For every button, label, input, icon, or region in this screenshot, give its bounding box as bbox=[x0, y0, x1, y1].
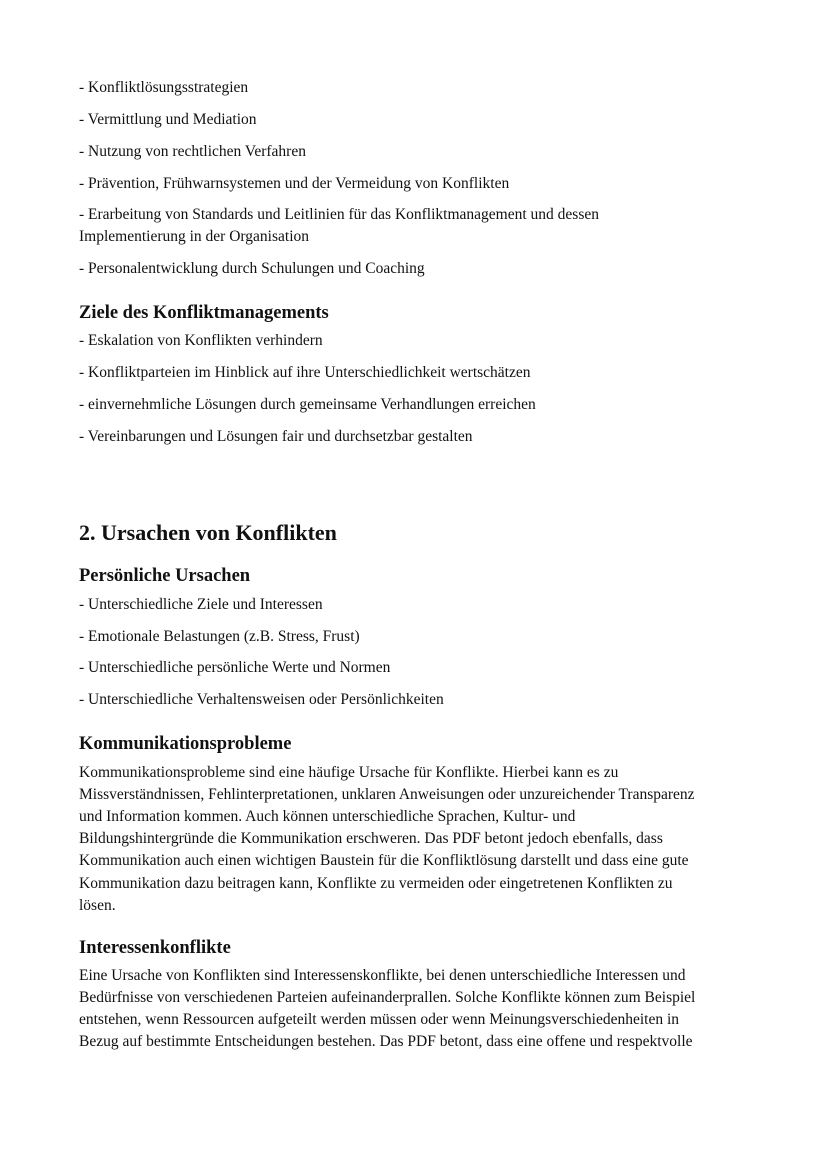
list-item: - Unterschiedliche Ziele und Interessen bbox=[79, 596, 323, 613]
paragraph-line: Kommunikation auch einen wichtigen Baustein für die Konfliktlösung darstellt und dass eine gute bbox=[79, 852, 689, 869]
list-item: - Konfliktparteien im Hinblick auf ihre Unterschiedlichkeit wertschätzen bbox=[79, 364, 531, 381]
list-item: - Prävention, Frühwarnsystemen und der Vermeidung von Konflikten bbox=[79, 175, 510, 192]
list-item: - Konfliktlösungsstrategien bbox=[79, 79, 249, 96]
list-item: - Unterschiedliche persönliche Werte und Normen bbox=[79, 659, 391, 676]
ziele-heading: Ziele des Konfliktmanagements bbox=[79, 303, 329, 323]
paragraph-line: Kommunikationsprobleme sind eine häufige Ursache für Konflikte. Hierbei kann es zu bbox=[79, 764, 619, 781]
paragraph-line: Bildungshintergründe die Kommunikation erschweren. Das PDF betont jedoch ebenfalls, dass bbox=[79, 830, 663, 847]
paragraph-line: lösen. bbox=[79, 897, 116, 914]
paragraph-line: und Information kommen. Auch können unterschiedliche Sprachen, Kultur- und bbox=[79, 808, 576, 825]
list-item: - Erarbeitung von Standards und Leitlinien für das Konfliktmanagement und dessen bbox=[79, 206, 599, 223]
interessenkonflikte-heading: Interessenkonflikte bbox=[79, 938, 231, 958]
kommunikation-heading: Kommunikationsprobleme bbox=[79, 734, 292, 754]
list-item-continued: Implementierung in der Organisation bbox=[79, 228, 310, 245]
list-item: - Vermittlung und Mediation bbox=[79, 111, 257, 128]
paragraph-line: Bedürfnisse von verschiedenen Parteien aufeinanderprallen. Solche Konflikte können zum Beispiel bbox=[79, 989, 696, 1006]
list-item: - einvernehmliche Lösungen durch gemeinsame Verhandlungen erreichen bbox=[79, 396, 536, 413]
paragraph-line: Missverständnissen, Fehlinterpretationen, unklaren Anweisungen oder unzureichender Transparenz bbox=[79, 786, 695, 803]
list-item: - Eskalation von Konflikten verhindern bbox=[79, 332, 323, 349]
list-item: - Personalentwicklung durch Schulungen und Coaching bbox=[79, 260, 425, 277]
paragraph-line: entstehen, wenn Ressourcen aufgeteilt werden müssen oder wenn Meinungsverschiedenheiten in bbox=[79, 1011, 680, 1028]
list-item: - Unterschiedliche Verhaltensweisen oder Persönlichkeiten bbox=[79, 691, 444, 708]
list-item: - Vereinbarungen und Lösungen fair und durchsetzbar gestalten bbox=[79, 428, 473, 445]
persoenliche-ursachen-heading: Persönliche Ursachen bbox=[79, 566, 251, 586]
list-item: - Nutzung von rechtlichen Verfahren bbox=[79, 143, 306, 160]
paragraph-line: Kommunikation dazu beitragen kann, Konflikte zu vermeiden oder eingetretenen Konflikten zu bbox=[79, 875, 673, 892]
paragraph-line: Eine Ursache von Konflikten sind Interessenskonflikte, bei denen unterschiedliche Interessen und bbox=[79, 967, 686, 984]
list-item: - Emotionale Belastungen (z.B. Stress, Frust) bbox=[79, 628, 360, 645]
section-heading: 2. Ursachen von Konflikten bbox=[79, 520, 337, 545]
paragraph-line: Bezug auf bestimmte Entscheidungen bestehen. Das PDF betont, dass eine offene und respektvolle bbox=[79, 1033, 693, 1050]
